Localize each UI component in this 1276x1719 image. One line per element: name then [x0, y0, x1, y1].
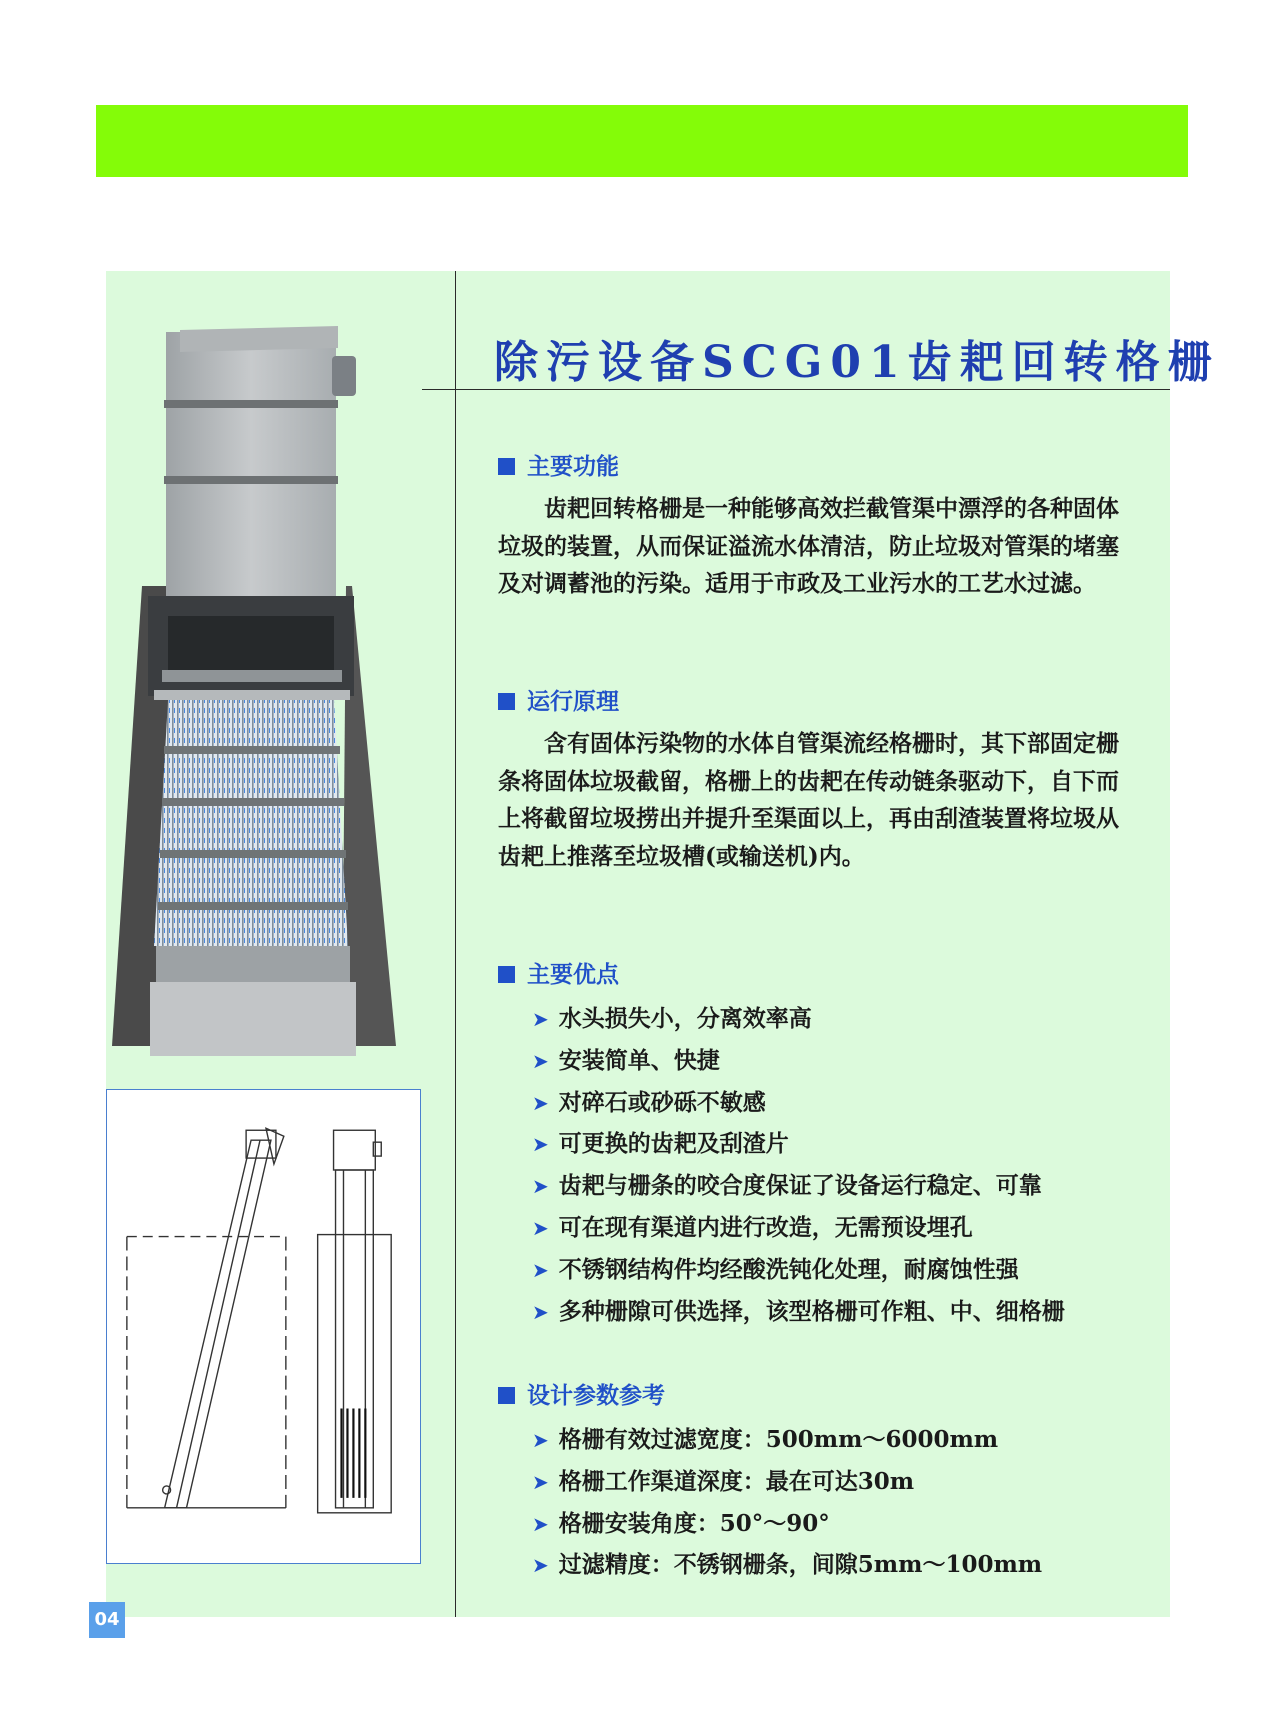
list-item: ➤ 格栅工作渠道深度：最在可达30m: [532, 1461, 1042, 1503]
section-heading-advantages: [498, 956, 619, 989]
chevron-right-icon: ➤: [532, 1428, 549, 1452]
vertical-divider: [455, 271, 456, 1617]
square-bullet-icon: [498, 1387, 515, 1404]
section-heading-parameters: [498, 1377, 665, 1410]
page-title: 除污设备SCG01齿耙回转格栅: [494, 337, 1220, 388]
list-item: ➤ 格栅有效过滤宽度：500mm～6000mm: [532, 1419, 1042, 1461]
chevron-right-icon: ➤: [532, 1007, 549, 1031]
advantages-list: [532, 998, 1065, 1332]
product-photo: [106, 326, 422, 1056]
section-heading-text: 设计参数参考: [527, 1383, 665, 1409]
square-bullet-icon: [498, 966, 515, 983]
list-item: ➤ 可在现有渠道内进行改造，无需预设埋孔: [532, 1207, 1065, 1249]
chevron-right-icon: ➤: [532, 1469, 549, 1494]
chevron-right-icon: ➤: [532, 1215, 549, 1240]
chevron-right-icon: ➤: [532, 1257, 549, 1282]
section-heading-text: 主要功能: [527, 454, 619, 480]
chevron-right-icon: ➤: [532, 1048, 549, 1073]
section-heading-text: 主要优点: [527, 962, 619, 988]
list-item: ➤ 安装简单、快捷: [532, 1040, 1065, 1082]
function-text: 齿耙回转格栅是一种能够高效拦截管渠中漂浮的各种固体垃圾的装置，从而保证溢流水体清洁，防止垃圾对管渠的堵塞及对调蓄池的污染。适用于市政及工业污水的工艺水过滤。: [498, 495, 1119, 598]
section-heading-text: 运行原理: [527, 689, 619, 715]
section-heading-principle: [498, 683, 619, 716]
page-number-badge: 04: [89, 1602, 125, 1638]
list-item: ➤ 过滤精度：不锈钢栅条，间隙5mm～100mm: [532, 1544, 1042, 1586]
chevron-right-icon: ➤: [532, 1132, 549, 1157]
parameters-list: [532, 1419, 1042, 1586]
chevron-right-icon: ➤: [532, 1090, 549, 1115]
chevron-right-icon: ➤: [532, 1174, 549, 1199]
square-bullet-icon: [498, 458, 515, 475]
list-item: ➤ 水头损失小，分离效率高: [532, 998, 1065, 1040]
chevron-right-icon: ➤: [532, 1299, 549, 1324]
list-item: ➤ 对碎石或砂砾不敏感: [532, 1082, 1065, 1124]
list-item: ➤ 齿耙与栅条的咬合度保证了设备运行稳定、可靠: [532, 1165, 1065, 1207]
square-bullet-icon: [498, 693, 515, 710]
list-item: ➤ 可更换的齿耙及刮渣片: [532, 1123, 1065, 1165]
list-item: ➤ 格栅安装角度：50°～90°: [532, 1503, 1042, 1545]
header-bar: [96, 105, 1188, 177]
section-heading-function: [498, 448, 619, 481]
chevron-right-icon: ➤: [532, 1553, 549, 1578]
list-item: ➤ 多种栅隙可供选择，该型格栅可作粗、中、细格栅: [532, 1291, 1065, 1333]
chevron-right-icon: ➤: [532, 1511, 549, 1536]
principle-text: 含有固体污染物的水体自管渠流经格栅时，其下部固定栅条将固体垃圾截留，格栅上的齿耙在传动链条驱动下，自下而上将截留垃圾捞出并提升至渠面以上，再由刮渣装置将垃圾从齿耙上推落至垃圾槽(或输送机)内。: [498, 730, 1119, 871]
technical-drawing: [106, 1089, 421, 1564]
list-item: ➤ 不锈钢结构件均经酸洗钝化处理，耐腐蚀性强: [532, 1249, 1065, 1291]
